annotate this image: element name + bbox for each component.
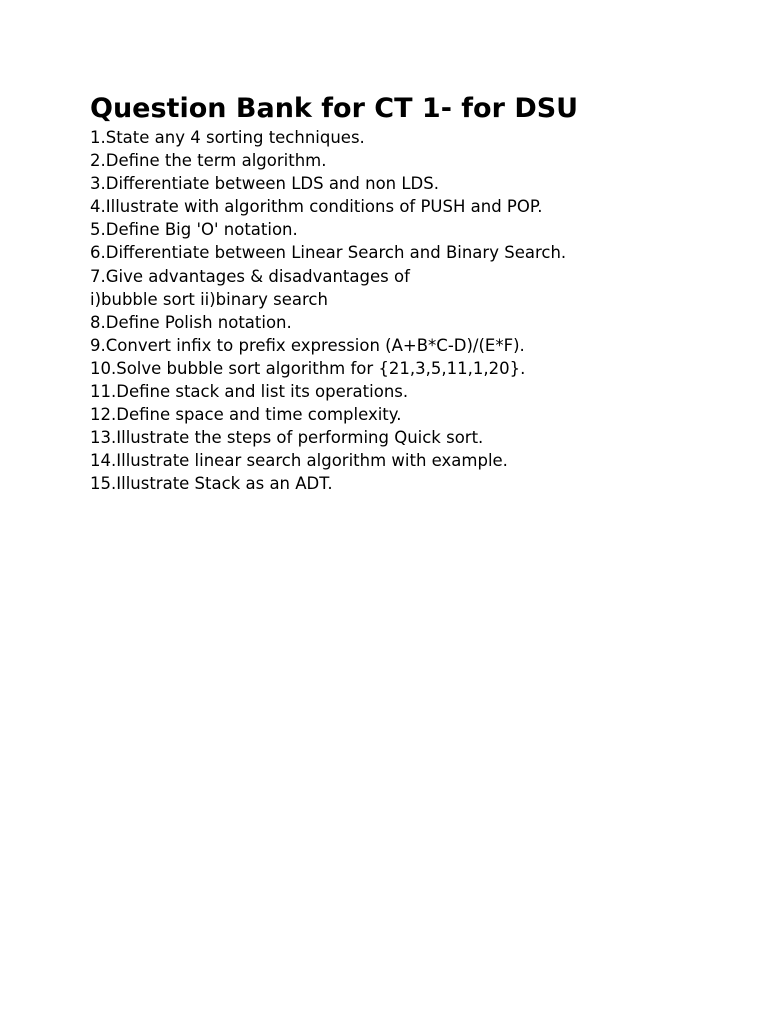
question-line: 6.Differentiate between Linear Search and Binary Search.: [90, 243, 567, 263]
question-line: 10.Solve bubble sort algorithm for {21,3,5,11,1,20}.: [90, 358, 526, 378]
question-line: 13.Illustrate the steps of performing Quick sort.: [90, 428, 484, 448]
question-line: 8.Define Polish notation.: [90, 312, 292, 332]
question-line: 11.Define stack and list its operations.: [90, 382, 409, 402]
question-line: 14.Illustrate linear search algorithm with example.: [90, 451, 508, 471]
question-line: 4.Illustrate with algorithm conditions of PUSH and POP.: [90, 197, 543, 217]
page-title: Question Bank for CT 1- for DSU: [90, 93, 579, 124]
question-line-continuation: i)bubble sort ii)binary search: [90, 289, 328, 309]
question-line: 12.Define space and time complexity.: [90, 405, 402, 425]
question-list: [90, 126, 730, 496]
question-line: 15.Illustrate Stack as an ADT.: [90, 474, 333, 494]
question-line: 2.Define the term algorithm.: [90, 151, 327, 171]
question-line: 1.State any 4 sorting techniques.: [90, 128, 365, 147]
document-page: [90, 92, 730, 496]
question-line: 3.Differentiate between LDS and non LDS.: [90, 174, 439, 194]
question-line: 7.Give advantages & disadvantages of: [90, 266, 410, 286]
question-line: 9.Convert infix to prefix expression (A+B*C-D)/(E*F).: [90, 335, 525, 355]
question-line: 5.Define Big 'O' notation.: [90, 220, 298, 240]
